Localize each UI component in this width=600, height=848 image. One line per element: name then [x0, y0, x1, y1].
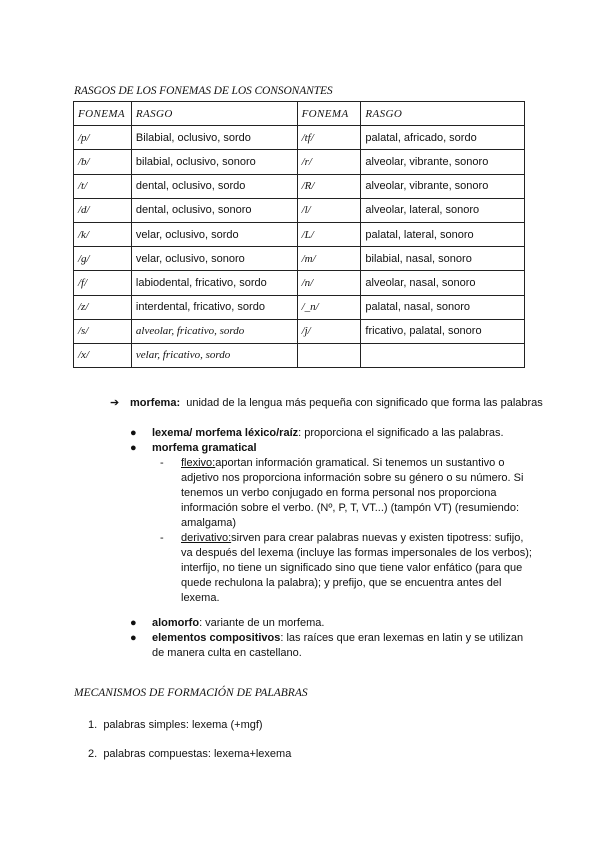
table-title: RASGOS DE LOS FONEMAS DE LOS CONSONANTES [74, 85, 333, 97]
table-row [74, 247, 525, 271]
flexivo-text: aportan información gramatical. Si tenemos un sustantivo o adjetivo nos proporciona información sobre su género o su número. Si tenemos un verbo conjugado en forma personal nos proporciona información sobre el verbo. (Nº, P, T, VT...) (tampón VT) (resumiendo: amalgama) [181, 457, 524, 529]
feature-cell: palatal, nasal, sonoro [361, 295, 525, 319]
gramatical-term: morfema gramatical [152, 442, 257, 454]
derivativo-text: sirven para crear palabras nuevas y existen tipotress: sufijo, va después del lexema (incluye las formas impersonales de los verbos); interfijo, no tiene un significado sino que tiene valor enfático (para que quede rechulona la palabra); y prefijo, que se encuentra antes del lexema. [181, 532, 532, 604]
feature-cell: labiodental, fricativo, sordo [131, 271, 297, 295]
phoneme-cell: /t/ [74, 174, 132, 198]
item-text: palabras simples: lexema (+mgf) [103, 719, 263, 731]
phoneme-cell: /tf/ [297, 126, 361, 150]
list-item-lexema [130, 426, 504, 441]
lexema-term: lexema/ morfema léxico/raíz [152, 427, 299, 439]
bullet-icon: ● [130, 632, 137, 644]
list-item-gramatical [130, 441, 504, 456]
phoneme-cell: /x/ [74, 343, 132, 367]
phoneme-cell [297, 343, 361, 367]
feature-cell: dental, oclusivo, sonoro [131, 198, 297, 222]
phoneme-cell: /k/ [74, 222, 132, 246]
phoneme-cell: /s/ [74, 319, 132, 343]
phoneme-features-table [73, 101, 525, 368]
feature-cell: Bilabial, oclusivo, sordo [131, 126, 297, 150]
header-fonema-1: FONEMA [74, 102, 132, 126]
phoneme-cell: /_n/ [297, 295, 361, 319]
compositivos-term: elementos compositivos [152, 632, 281, 644]
header-fonema-2: FONEMA [297, 102, 361, 126]
morfema-text: unidad de la lengua más pequeña con significado que forma las palabras [186, 397, 543, 409]
list-item-compositivos [130, 631, 530, 661]
alomorfo-term: alomorfo [152, 617, 200, 629]
feature-cell: dental, oclusivo, sordo [131, 174, 297, 198]
table-row [74, 222, 525, 246]
list-item-alomorfo [130, 616, 530, 631]
phoneme-cell: /d/ [74, 198, 132, 222]
mechanisms-title: MECANISMOS DE FORMACIÓN DE PALABRAS [74, 687, 308, 699]
dash-icon: - [160, 457, 164, 469]
phoneme-cell: /j/ [297, 319, 361, 343]
phoneme-cell: /p/ [74, 126, 132, 150]
table-row [74, 198, 525, 222]
phoneme-cell: /L/ [297, 222, 361, 246]
table-row [74, 271, 525, 295]
feature-cell: palatal, africado, sordo [361, 126, 525, 150]
table-row [74, 343, 525, 367]
feature-cell: alveolar, fricativo, sordo [131, 319, 297, 343]
table-row [74, 174, 525, 198]
phoneme-cell: /n/ [297, 271, 361, 295]
header-rasgo-1: RASGO [131, 102, 297, 126]
table-row [74, 319, 525, 343]
flexivo-term: flexivo: [181, 457, 216, 469]
dash-icon: - [160, 532, 164, 544]
phoneme-cell: /g/ [74, 247, 132, 271]
phoneme-cell: /r/ [297, 150, 361, 174]
compositivos-text: : las raíces que eran lexemas en latin y se utilizan de manera culta en castellano. [152, 632, 524, 659]
arrow-icon: ➔ [110, 397, 120, 409]
bullet-icon: ● [130, 427, 137, 439]
feature-cell [361, 343, 525, 367]
table-row [74, 295, 525, 319]
feature-cell: velar, oclusivo, sordo [131, 222, 297, 246]
feature-cell: velar, oclusivo, sonoro [131, 247, 297, 271]
morfema-definition [110, 396, 543, 409]
morfema-types-list [130, 426, 504, 456]
feature-cell: alveolar, vibrante, sonoro [361, 150, 525, 174]
bullet-icon: ● [130, 442, 137, 454]
feature-cell: palatal, lateral, sonoro [361, 222, 525, 246]
phoneme-cell: /m/ [297, 247, 361, 271]
feature-cell: interdental, fricativo, sordo [131, 295, 297, 319]
phoneme-cell: /f/ [74, 271, 132, 295]
feature-cell: fricativo, palatal, sonoro [361, 319, 525, 343]
derivativo-term: derivativo: [181, 532, 232, 544]
feature-cell: alveolar, lateral, sonoro [361, 198, 525, 222]
table-header-row [74, 102, 525, 126]
item-number: 1. [88, 719, 98, 731]
bullet-icon: ● [130, 617, 137, 629]
table-row [74, 126, 525, 150]
phoneme-cell: /R/ [297, 174, 361, 198]
feature-cell: velar, fricativo, sordo [131, 343, 297, 367]
table-row [74, 150, 525, 174]
mechanisms-item-2 [88, 747, 291, 762]
item-number: 2. [88, 748, 98, 760]
other-terms-list [130, 616, 530, 661]
morfema-term: morfema: [130, 397, 181, 409]
feature-cell: alveolar, vibrante, sonoro [361, 174, 525, 198]
mechanisms-item-1 [88, 718, 263, 733]
lexema-text: : proporciona el significado a las palabras. [298, 427, 504, 439]
feature-cell: alveolar, nasal, sonoro [361, 271, 525, 295]
derivativo-item [160, 531, 535, 606]
phoneme-cell: /z/ [74, 295, 132, 319]
feature-cell: bilabial, oclusivo, sonoro [131, 150, 297, 174]
feature-cell: bilabial, nasal, sonoro [361, 247, 525, 271]
item-text: palabras compuestas: lexema+lexema [103, 748, 292, 760]
flexivo-item [160, 456, 535, 531]
phoneme-cell: /b/ [74, 150, 132, 174]
header-rasgo-2: RASGO [361, 102, 525, 126]
alomorfo-text: : variante de un morfema. [199, 617, 325, 629]
phoneme-cell: /l/ [297, 198, 361, 222]
